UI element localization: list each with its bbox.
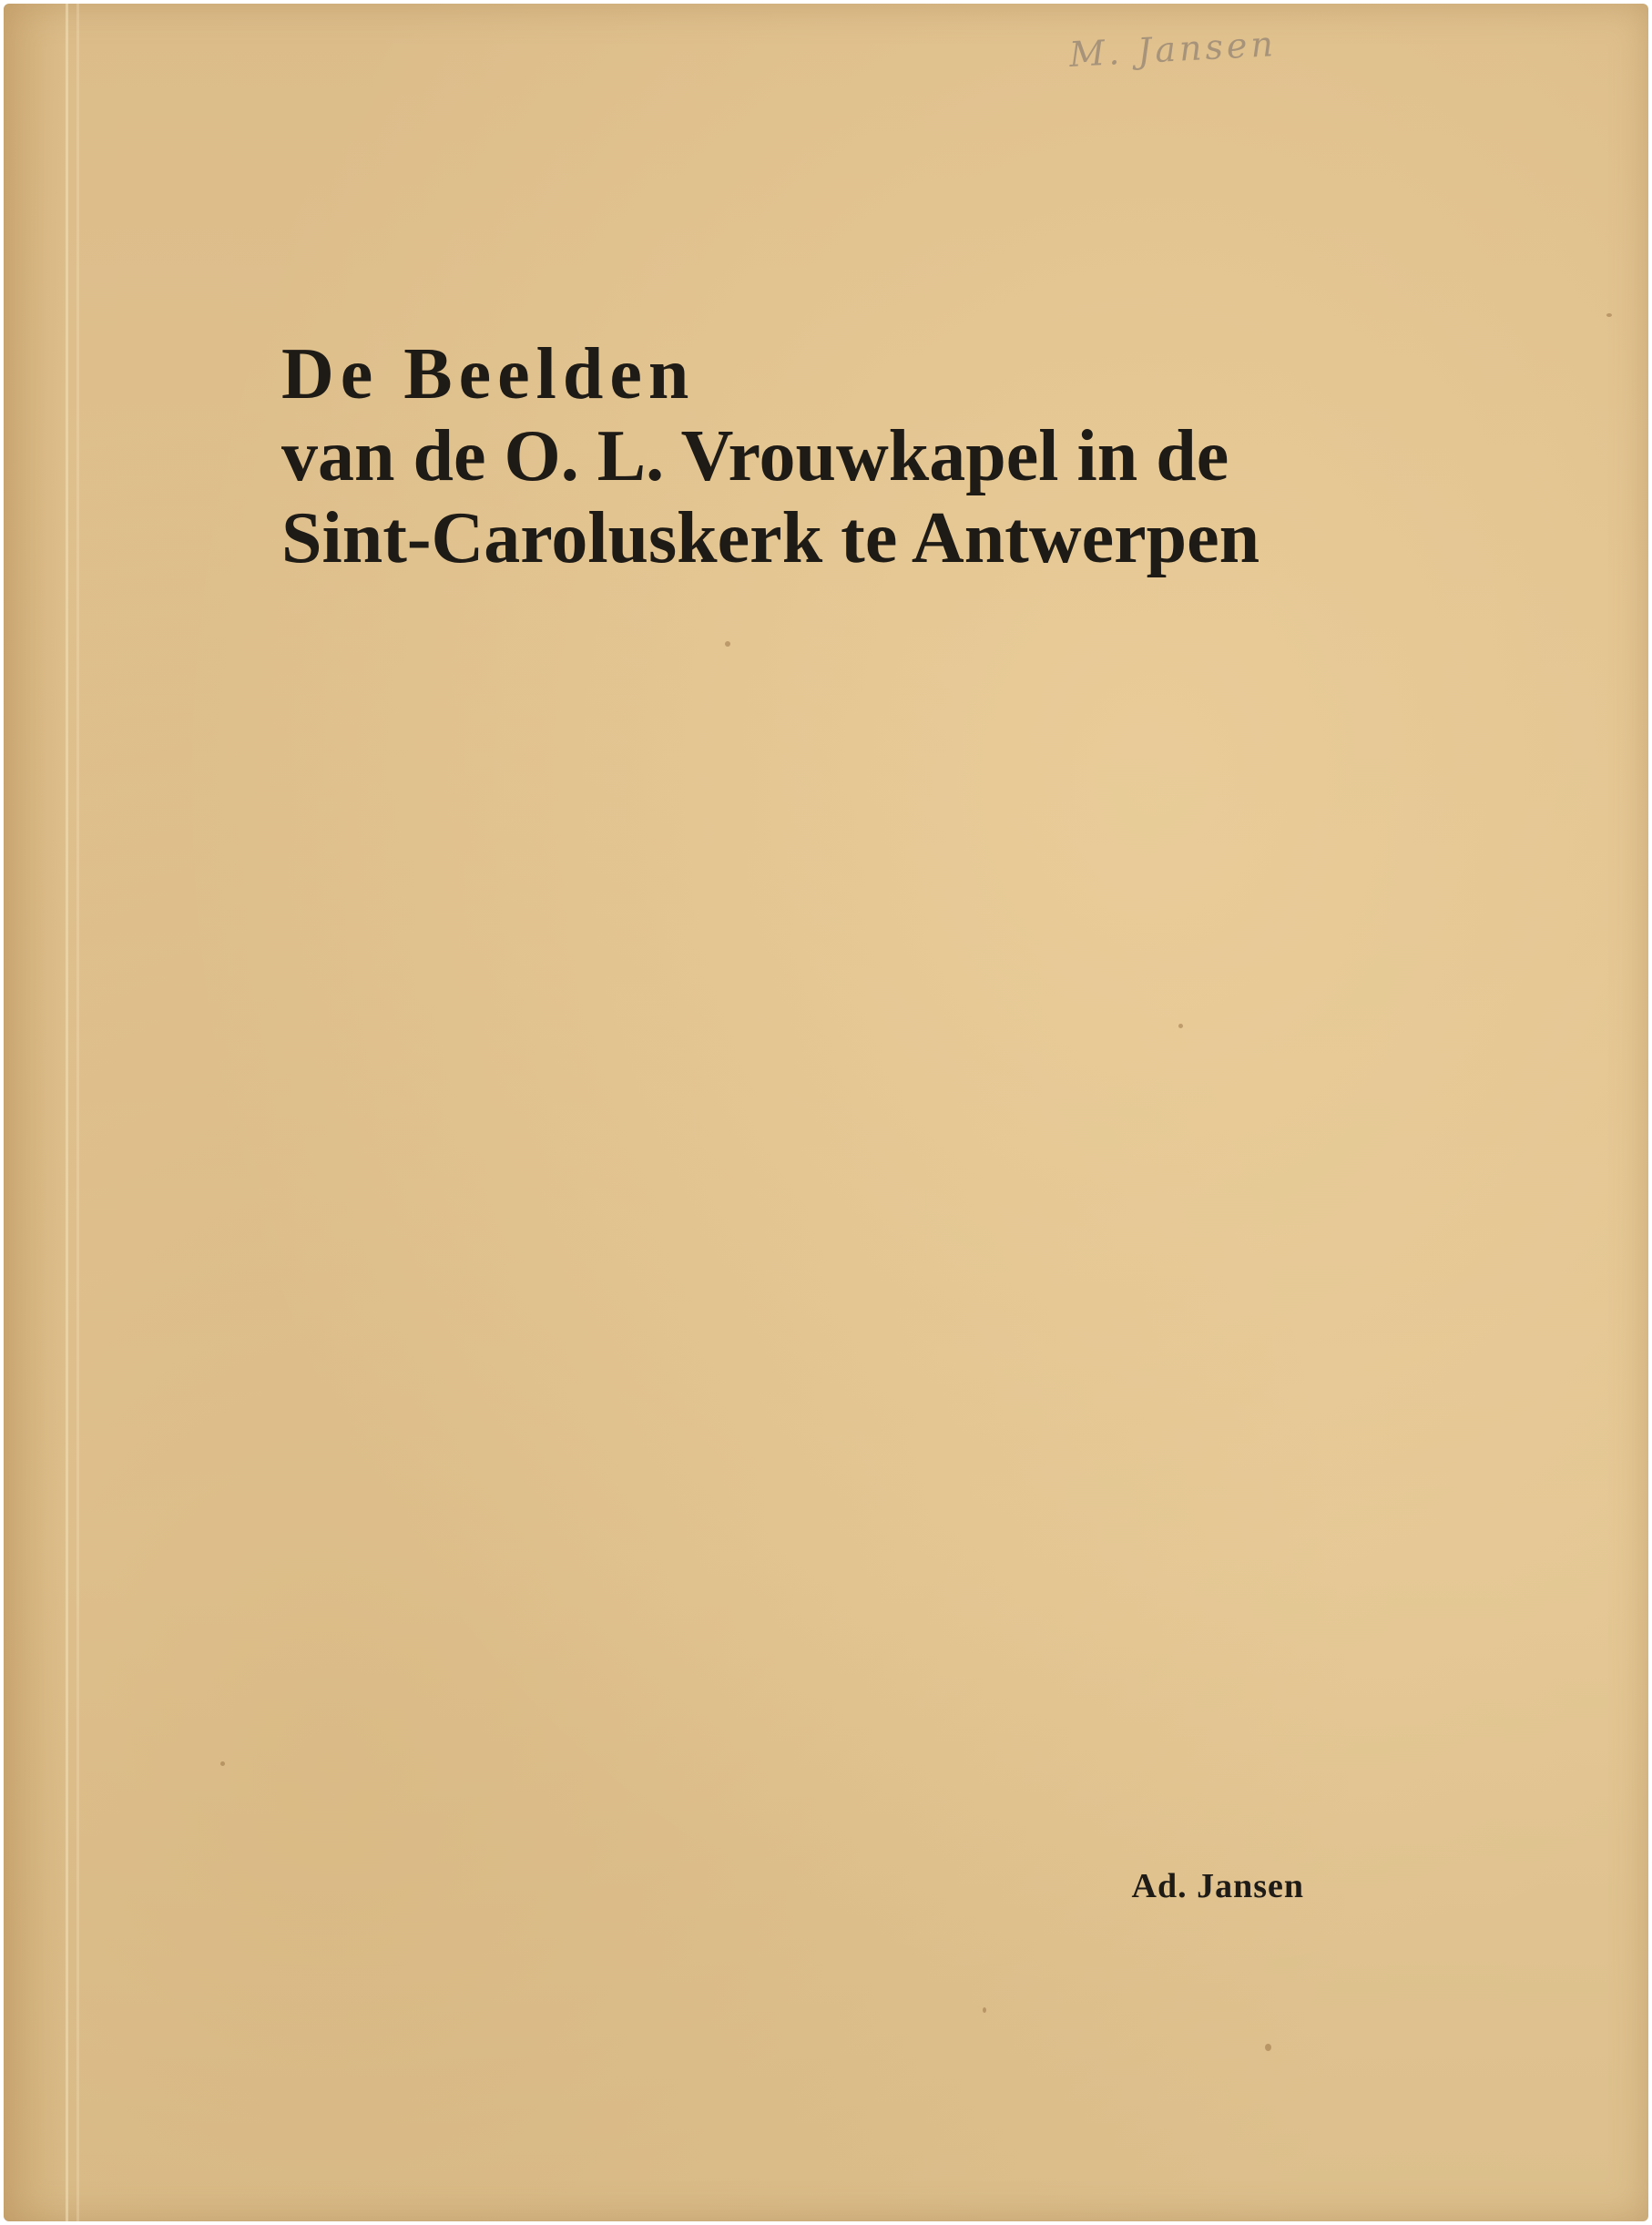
title-line-3: Sint-Caroluskerk te Antwerpen [281, 498, 1260, 578]
paper-speck [725, 641, 730, 647]
paper-speck [220, 1761, 225, 1766]
paper-speck [1265, 2044, 1271, 2051]
paper-speck [1178, 1024, 1183, 1028]
spine-shade [4, 4, 67, 2221]
book-cover [4, 4, 1648, 2221]
title-line-2: van de O. L. Vrouwkapel in de [281, 416, 1229, 496]
title-line-1: De Beelden [281, 334, 696, 414]
paper-speck [1606, 313, 1612, 317]
spine-crease-inner [76, 4, 79, 2221]
author-name: Ad. Jansen [1131, 1867, 1304, 1905]
spine-crease [66, 4, 68, 2221]
paper-speck [983, 2007, 986, 2013]
handwritten-signature: M. Jansen [1068, 24, 1278, 75]
cover-title [281, 333, 1259, 579]
